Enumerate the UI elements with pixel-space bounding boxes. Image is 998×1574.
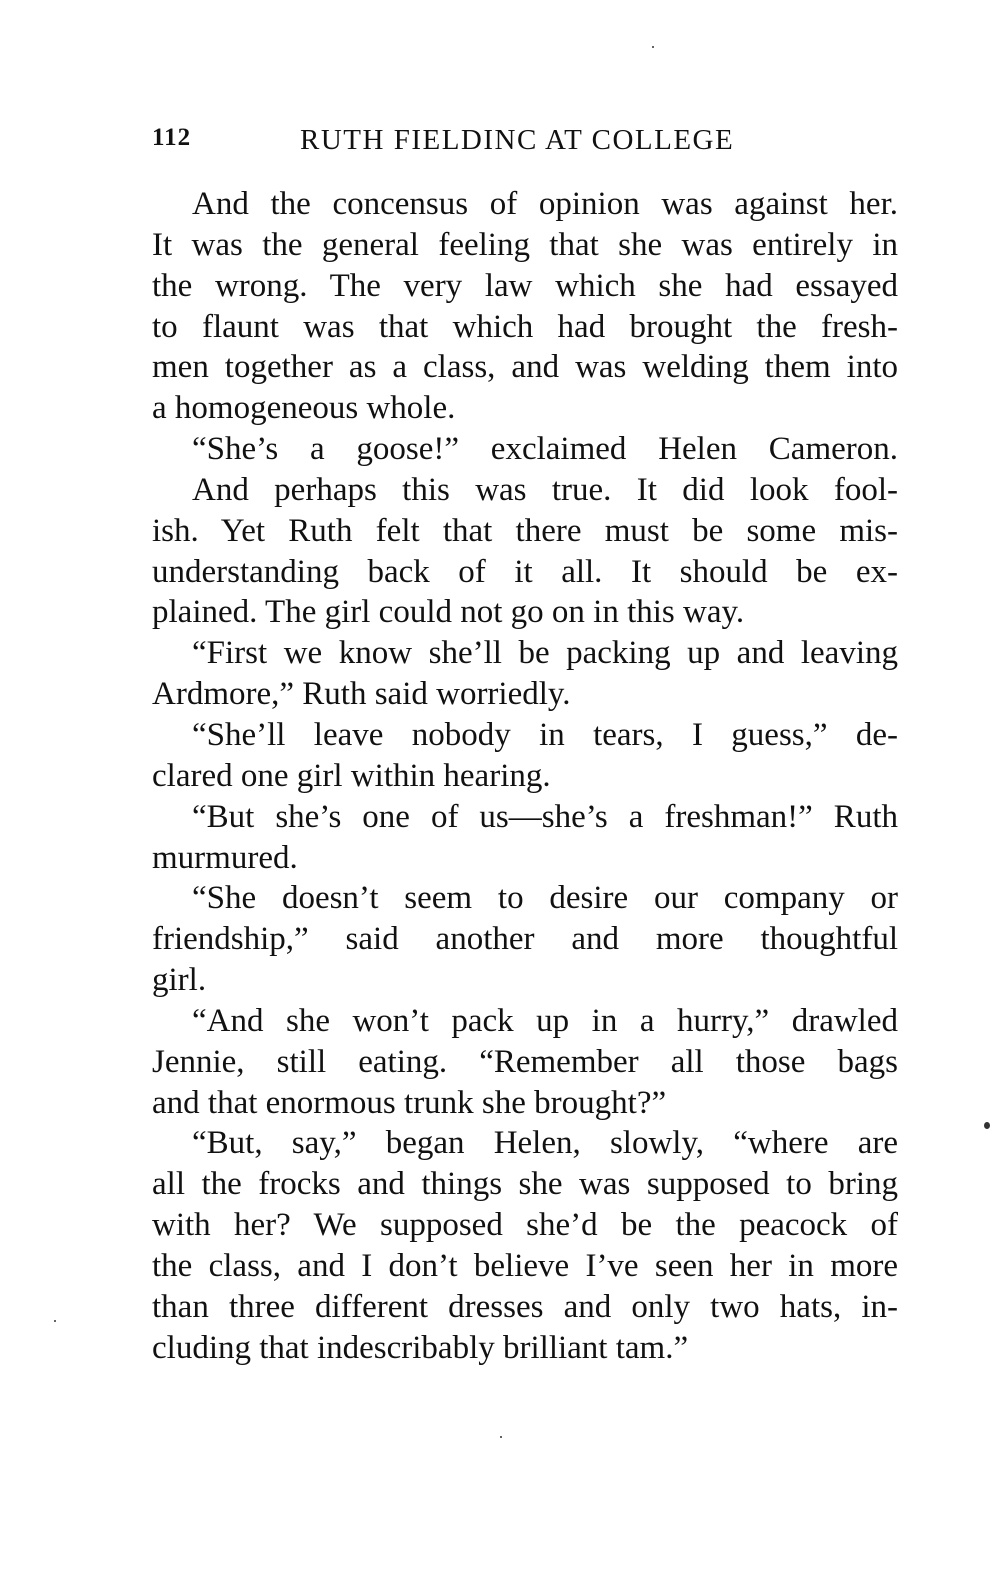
print-speck: [500, 1436, 502, 1438]
text-line: a homogeneous whole.: [152, 390, 456, 427]
text-line: and that enormous trunk she brought?”: [152, 1084, 667, 1121]
running-title: RUTH FIELDINC AT COLLEGE: [300, 124, 735, 156]
text-line: “But she’s one of us—she’s a freshman!” Ruth: [192, 798, 898, 835]
text-line: than three different dresses and only two hats, in-: [152, 1288, 898, 1325]
text-line: “She doesn’t seem to desire our company or: [192, 880, 898, 917]
text-line: “She’ll leave nobody in tears, I guess,” de-: [192, 716, 898, 753]
text-line: It was the general feeling that she was entirely in: [152, 226, 898, 263]
text-line: clared one girl within hearing.: [152, 757, 551, 794]
running-header: [152, 124, 898, 164]
text-line: cluding that indescribably brilliant tam.”: [152, 1329, 689, 1366]
text-line: with her? We supposed she’d be the peacock of: [152, 1207, 898, 1244]
text-line: “But, say,” began Helen, slowly, “where are: [192, 1125, 898, 1162]
page-number: 112: [152, 124, 192, 151]
body-text: [152, 184, 898, 1368]
print-speck: [652, 46, 654, 48]
print-speck: [54, 1320, 56, 1322]
text-line: And perhaps this was true. It did look fool-: [192, 471, 898, 508]
text-line: murmured.: [152, 839, 298, 876]
text-line: the class, and I don’t believe I’ve seen her in more: [152, 1247, 898, 1284]
text-line: girl.: [152, 962, 207, 999]
text-line: understanding back of it all. It should be ex-: [152, 553, 898, 590]
text-line: ish. Yet Ruth felt that there must be some mis-: [152, 512, 898, 549]
text-line: Jennie, still eating. “Remember all those bags: [152, 1043, 898, 1080]
text-line: men together as a class, and was welding them into: [152, 349, 898, 386]
text-line: Ardmore,” Ruth said worriedly.: [152, 676, 571, 713]
text-line: friendship,” said another and more thoughtful: [152, 921, 898, 958]
text-line: all the frocks and things she was supposed to bring: [152, 1166, 898, 1203]
print-speck: [984, 1122, 990, 1129]
text-line: plained. The girl could not go on in this way.: [152, 594, 745, 631]
text-line: And the concensus of opinion was against her.: [192, 186, 898, 222]
text-line: to flaunt was that which had brought the fresh-: [152, 308, 898, 345]
text-line: “First we know she’ll be packing up and leaving: [192, 635, 898, 672]
text-line: “And she won’t pack up in a hurry,” drawled: [192, 1002, 898, 1039]
text-line: the wrong. The very law which she had essayed: [152, 267, 898, 304]
text-line: “She’s a goose!” exclaimed Helen Cameron.: [192, 431, 898, 468]
